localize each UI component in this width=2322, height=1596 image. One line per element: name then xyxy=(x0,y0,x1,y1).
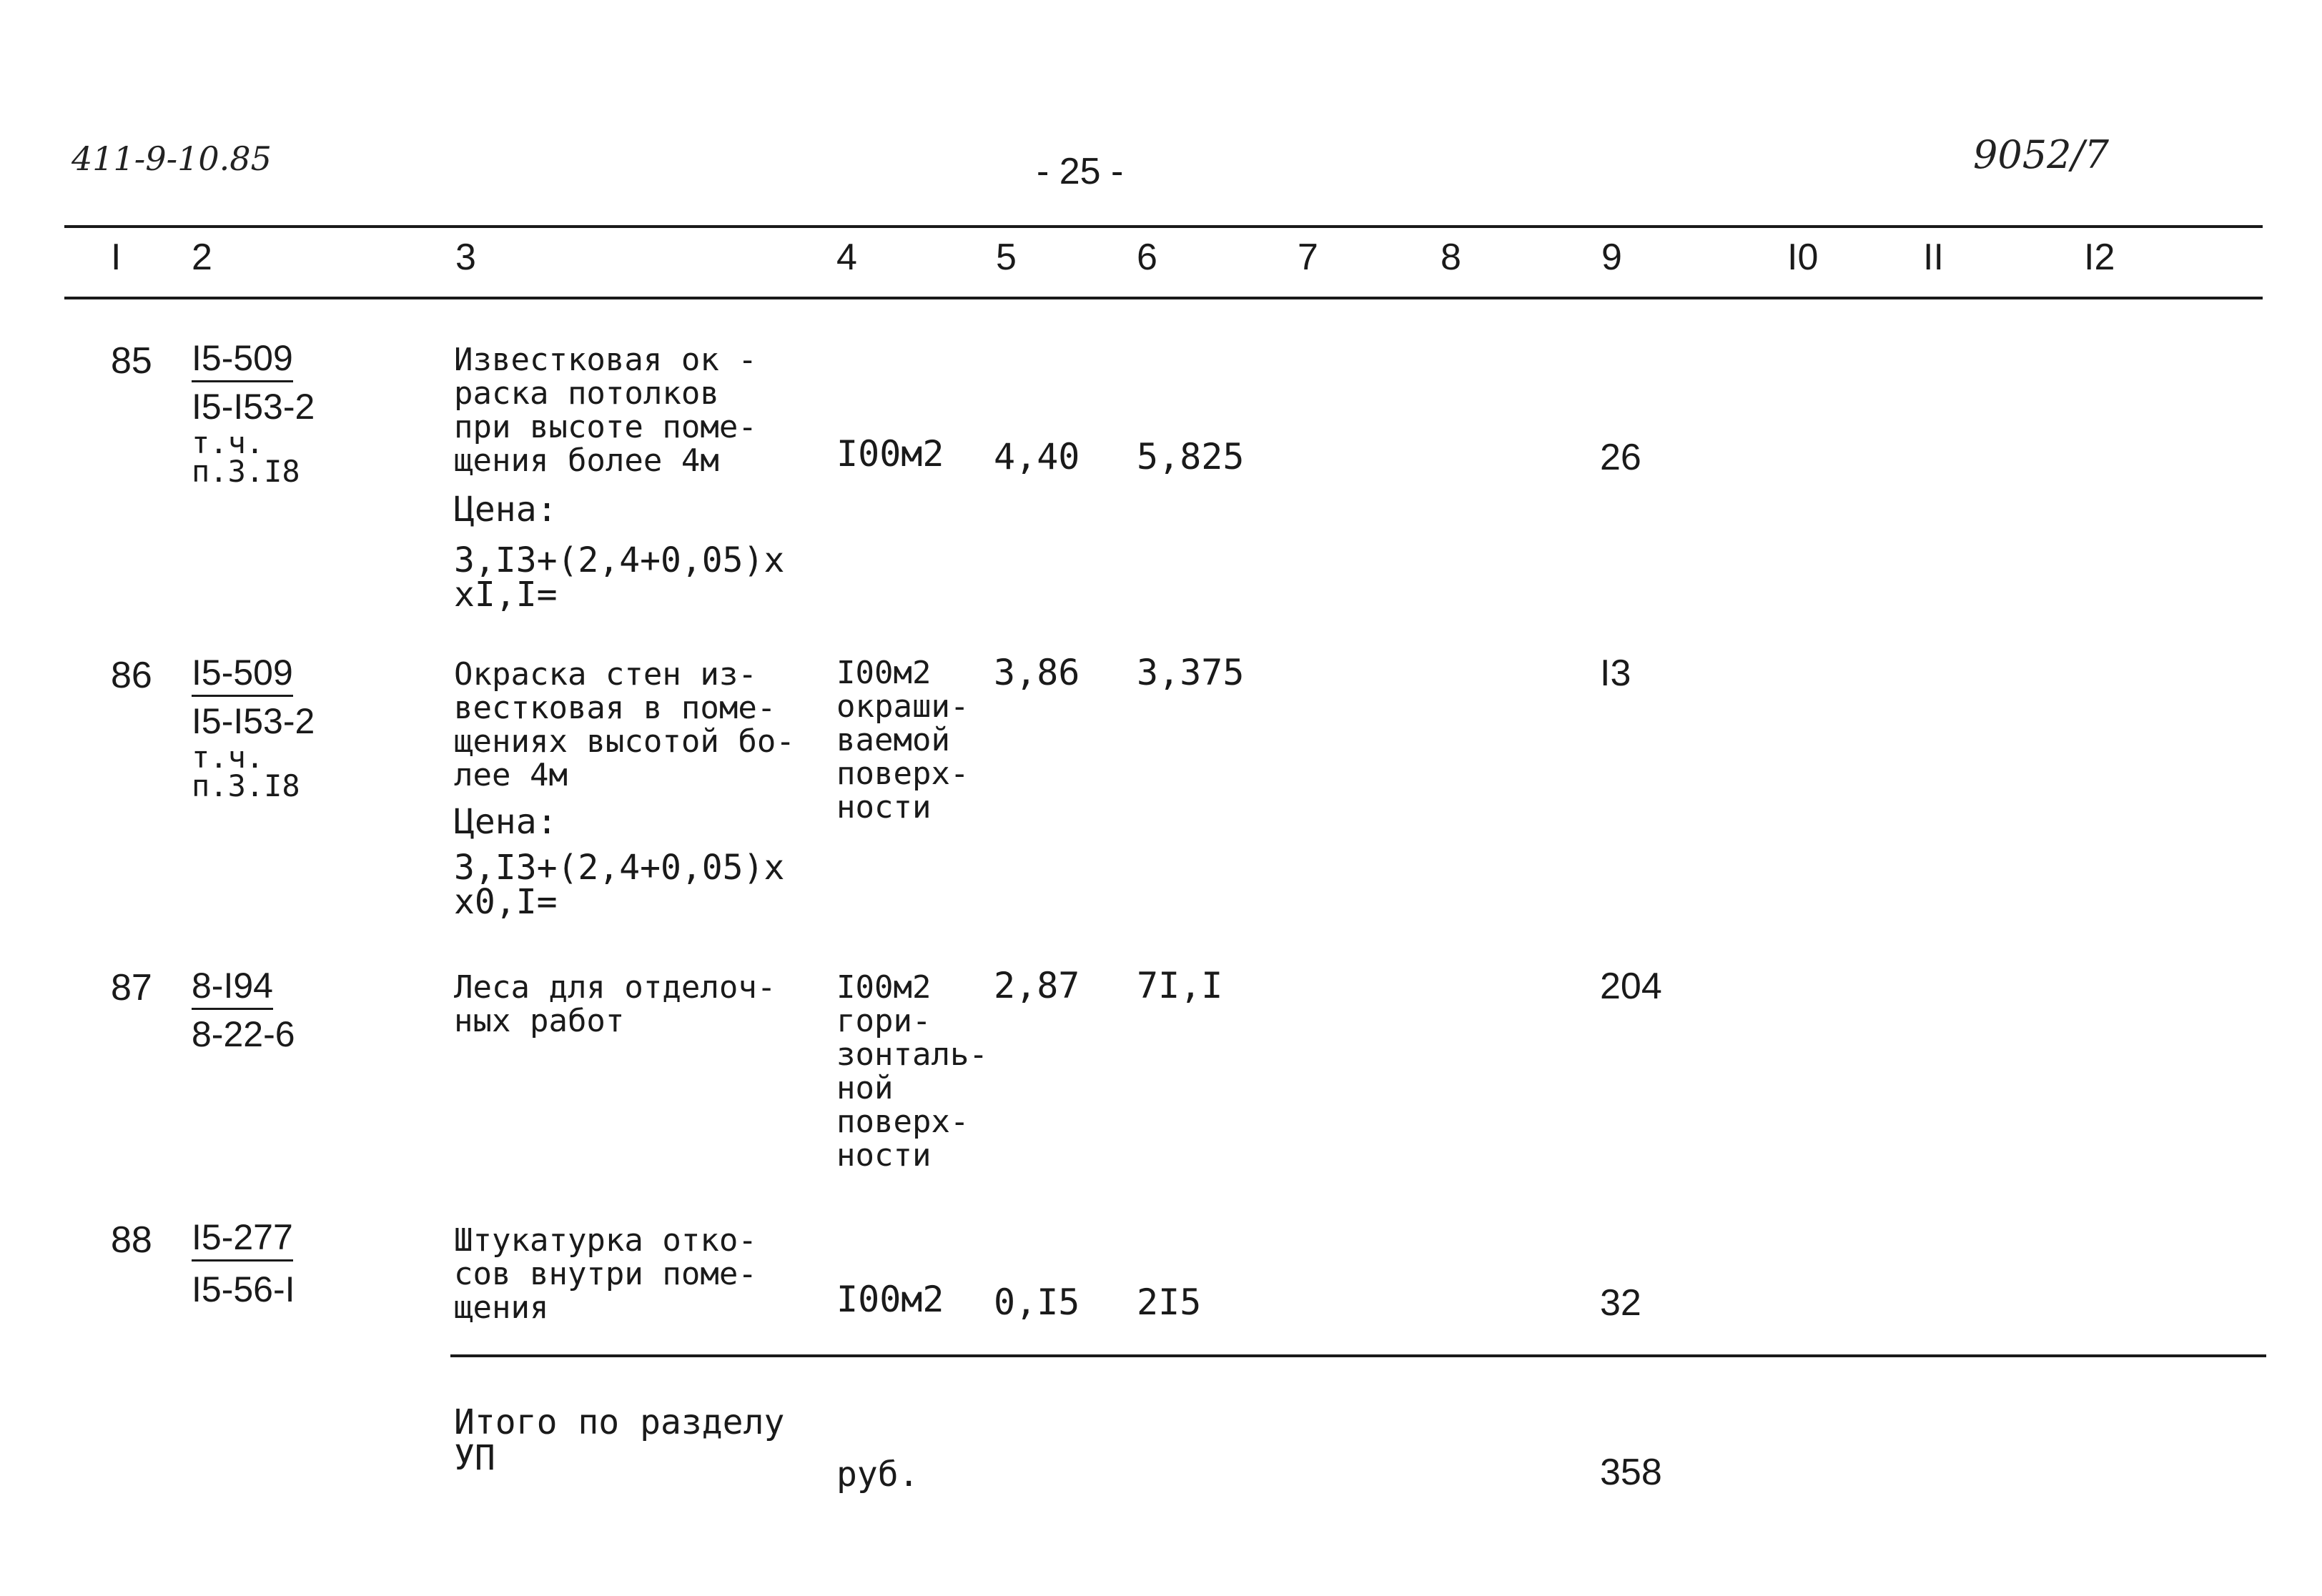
row-number: 88 xyxy=(111,1219,152,1261)
total-label: Итого по разделу УП xyxy=(454,1402,785,1478)
col-header-10: I0 xyxy=(1787,237,1819,278)
price-label: Цена: xyxy=(454,490,558,530)
col9-value: 32 xyxy=(1600,1282,1641,1324)
col5-value: 2,87 xyxy=(994,965,1080,1006)
price-label: Цена: xyxy=(454,802,558,842)
work-description: Штукатурка отко- сов внутри поме- щения xyxy=(454,1222,757,1326)
col6-value: 5,825 xyxy=(1137,436,1245,477)
norm-code-top: 8-I94 xyxy=(192,965,273,1010)
total-rule xyxy=(450,1354,2266,1357)
col5-value: 4,40 xyxy=(994,436,1080,477)
col-header-9: 9 xyxy=(1601,237,1622,278)
norm-code-note: т.ч. п.3.I8 xyxy=(192,425,300,489)
page-number: - 25 - xyxy=(1037,151,1124,192)
col-header-6: 6 xyxy=(1137,237,1157,278)
col9-value: I3 xyxy=(1600,653,1631,694)
header-bottom-rule xyxy=(64,297,2263,299)
col9-value: 204 xyxy=(1600,966,1662,1007)
norm-code-bottom: I5-I53-2 xyxy=(192,387,315,427)
col-header-2: 2 xyxy=(192,237,212,278)
col-header-11: II xyxy=(1923,237,1944,278)
col5-value: 3,86 xyxy=(994,652,1080,693)
row-number: 86 xyxy=(111,655,152,696)
col6-value: 3,375 xyxy=(1137,652,1245,693)
work-description: Окраска стен из- вестковая в поме- щениях высотой бо- лее 4м xyxy=(454,656,795,793)
norm-code-bottom: I5-I53-2 xyxy=(192,701,315,741)
norm-code-note: т.ч. п.3.I8 xyxy=(192,740,300,803)
unit: I00м2 xyxy=(836,1279,944,1320)
col-header-3: 3 xyxy=(455,237,476,278)
col-header-1: I xyxy=(111,237,122,278)
col-header-8: 8 xyxy=(1441,237,1461,278)
norm-code-top: I5-509 xyxy=(192,337,293,382)
col-header-4: 4 xyxy=(836,237,857,278)
unit: I00м2 гори- зонталь- ной поверх- ности xyxy=(836,969,988,1174)
total-value: 358 xyxy=(1600,1452,1662,1493)
col6-value: 2I5 xyxy=(1137,1282,1202,1323)
sheet-ref: 9052/7 xyxy=(1973,132,2109,177)
col6-value: 7I,I xyxy=(1137,965,1223,1006)
price-formula: 3,I3+(2,4+0,05)х хI,I= xyxy=(454,540,785,615)
row-number: 87 xyxy=(111,967,152,1008)
price-formula: 3,I3+(2,4+0,05)х х0,I= xyxy=(454,848,785,922)
norm-code-bottom: 8-22-6 xyxy=(192,1014,295,1054)
total-unit: руб. xyxy=(836,1454,919,1495)
col5-value: 0,I5 xyxy=(994,1282,1080,1323)
unit: I00м2 xyxy=(836,433,944,475)
norm-code-top: I5-509 xyxy=(192,652,293,697)
col-header-5: 5 xyxy=(996,237,1017,278)
work-description: Известковая ок - раска потолков при высоте поме- щения более 4м xyxy=(454,342,757,479)
unit: I00м2 окраши- ваемой поверх- ности xyxy=(836,655,969,826)
norm-code-top: I5-277 xyxy=(192,1216,293,1262)
norm-code-bottom: I5-56-I xyxy=(192,1269,295,1309)
col-header-7: 7 xyxy=(1298,237,1318,278)
row-number: 85 xyxy=(111,340,152,382)
header-top-rule xyxy=(64,225,2263,228)
work-description: Леса для отделоч- ных работ xyxy=(454,969,776,1039)
col9-value: 26 xyxy=(1600,437,1641,478)
col-header-12: I2 xyxy=(2084,237,2115,278)
doc-code: 411-9-10.85 xyxy=(71,139,272,178)
